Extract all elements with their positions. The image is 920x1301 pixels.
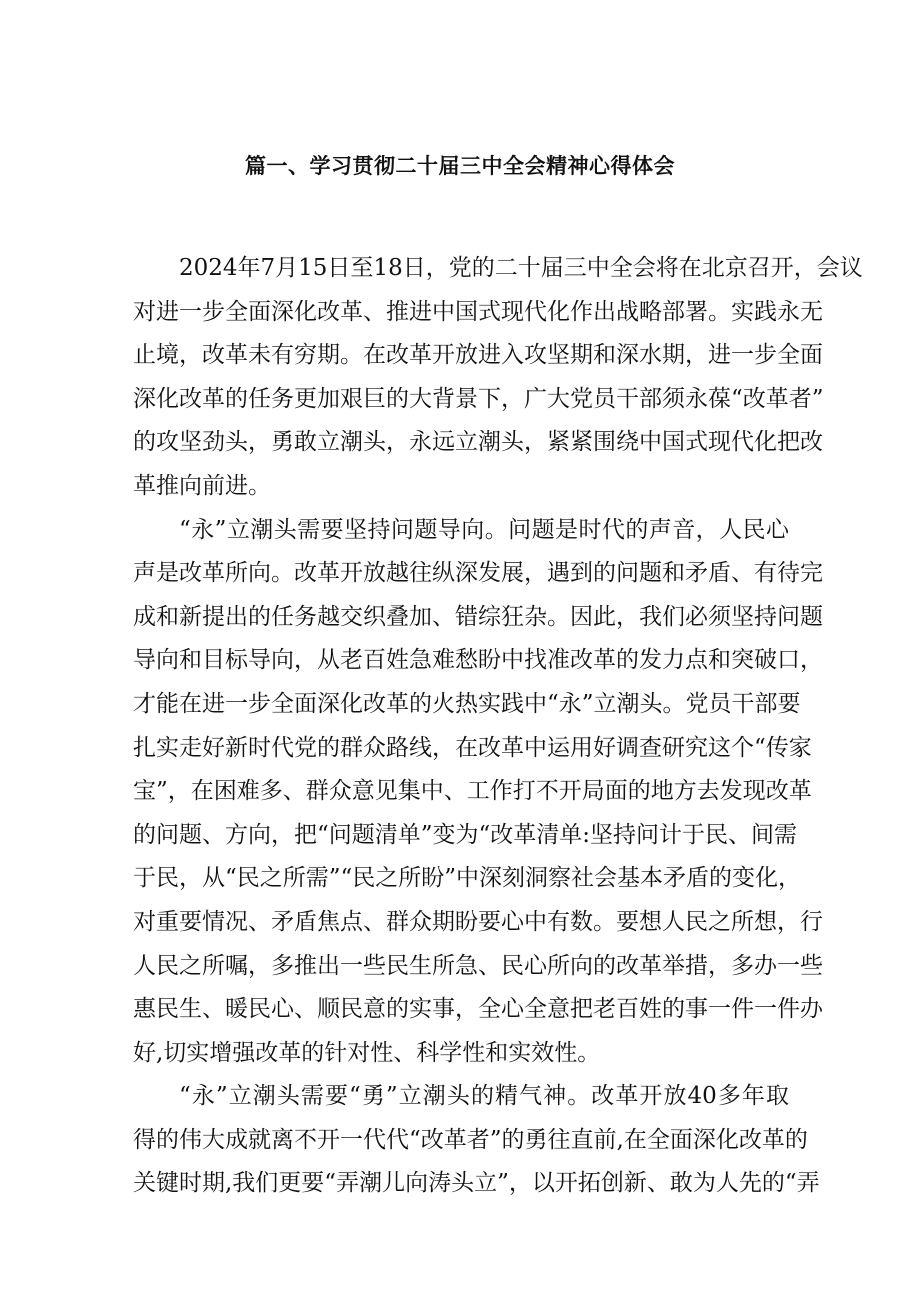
text-line: 宝”，在困难多、群众意见集中、工作打不开局面的地方去发现改革: [133, 778, 812, 805]
text-line: 深化改革的任务更加艰巨的大背景下，广大党员干部须永葆“改革者”: [133, 385, 824, 412]
text-line: 的攻坚劲头，勇敢立潮头，永远立潮头，紧紧围绕中国式现代化把改: [133, 429, 823, 456]
paragraph-2: [133, 509, 823, 1076]
text-line: 革推向前进。: [133, 472, 271, 499]
text-line: 关键时期,我们更要“弄潮儿向涛头立”，以开拓创新、敢为人先的“弄: [133, 1170, 820, 1197]
text-line: 人民之所嘱，多推出一些民生所急、民心所向的改革举措，多办一些: [133, 952, 823, 979]
text-line: “永”立潮头需要“勇”立潮头的精气神。改革开放40多年取: [179, 1083, 789, 1110]
text-line: 导向和目标导向，从老百姓急难愁盼中找准改革的发力点和突破口，: [133, 647, 823, 674]
text-line: 对进一步全面深化改革、推进中国式现代化作出战略部署。实践永无: [133, 298, 823, 325]
text-line: 于民，从“民之所需”“民之所盼”中深刻洞察社会基本矛盾的变化，: [133, 865, 802, 892]
text-line: 对重要情况、矛盾焦点、群众期盼要心中有数。要想人民之所想，行: [133, 908, 823, 935]
text-line: 成和新提出的任务越交织叠加、错综狂杂。因此，我们必须坚持问题: [133, 603, 823, 630]
paragraph-3: [133, 1075, 820, 1206]
text-line: 扎实走好新时代党的群众路线，在改革中运用好调查研究这个“传家: [133, 734, 812, 761]
text-line: 的问题、方向，把“问题清单”变为“改革清单:坚持问计于民、间需: [133, 821, 798, 848]
text-line: 2024年7月15日至18日，党的二十届三中全会将在北京召开，会议: [179, 255, 863, 281]
text-line: 止境，改革未有穷期。在改革开放进入攻坚期和深水期，进一步全面: [133, 342, 823, 369]
text-line: 才能在进一步全面深化改革的火热实践中“永”立潮头。党员干部要: [133, 690, 801, 717]
document-body: [133, 247, 863, 1206]
text-line: 惠民生、暖民心、顺民意的实事，全心全意把老百姓的事一件一件办: [133, 996, 823, 1023]
paragraph-1: [133, 247, 863, 509]
text-line: 好,切实增强改革的针对性、科学性和实效性。: [133, 1039, 601, 1066]
text-line: 得的伟大成就离不开一代代“改革者”的勇往直前,在全面深化改革的: [133, 1126, 808, 1153]
text-line: “永”立潮头需要坚持问题导向。问题是时代的声音，人民心: [179, 516, 789, 543]
document-title: 篇一、学习贯彻二十届三中全会精神心得体会: [245, 154, 675, 178]
text-line: 声是改革所向。改革开放越往纵深发展，遇到的问题和矛盾、有待完: [133, 560, 823, 587]
